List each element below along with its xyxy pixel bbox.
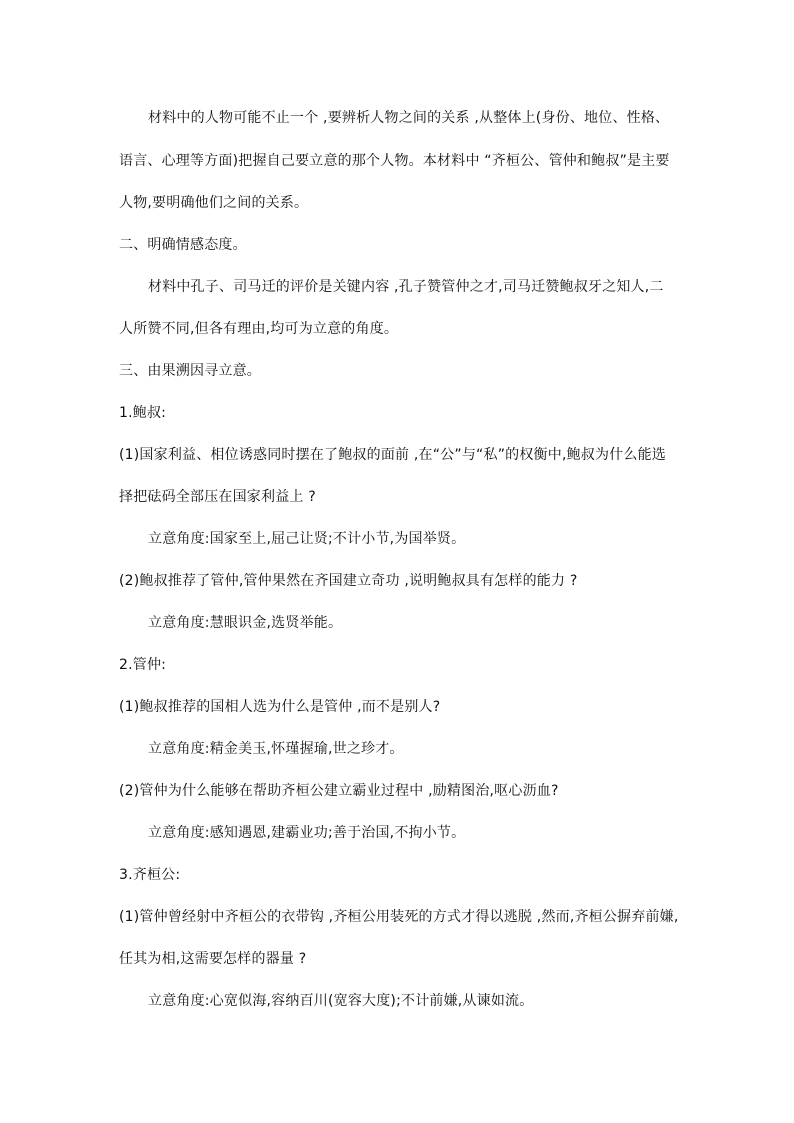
- section-heading: 三、由果溯因寻立意。: [119, 363, 261, 379]
- answer-line: 立意角度:感知遇恩,建霸业功;善于治国,不拘小节。: [148, 825, 466, 841]
- answer-line: 立意角度:国家至上,屈己让贤;不计小节,为国举贤。: [148, 531, 466, 547]
- text-line: 材料中的人物可能不止一个 ,要辨析人物之间的关系 ,从整体上(身份、地位、性格、: [148, 110, 670, 126]
- answer-line: 立意角度:精金美玉,怀瑾握瑜,世之珍才。: [148, 741, 404, 757]
- question-line: (1)管仲曾经射中齐桓公的衣带钩 ,齐桓公用装死的方式才得以逃脱 ,然而,齐桓公摒弃前嫌,: [119, 909, 679, 925]
- question-line: (1)国家利益、相位诱惑同时摆在了鲍叔的面前 ,在“公”与“私”的权衡中,鲍叔为什么能选: [119, 447, 666, 463]
- question-line: (2)管仲为什么能够在帮助齐桓公建立霸业过程中 ,励精图治,呕心沥血?: [119, 783, 559, 799]
- subsection-heading: 3.齐桓公:: [119, 867, 181, 883]
- answer-line: 立意角度:慧眼识金,选贤举能。: [148, 615, 343, 631]
- question-line: (1)鲍叔推荐的国相人选为什么是管仲 ,而不是别人?: [119, 699, 441, 715]
- text-line: 人物,要明确他们之间的关系。: [119, 195, 309, 211]
- question-line: (2)鲍叔推荐了管仲,管仲果然在齐国建立奇功 ,说明鲍叔具有怎样的能力 ?: [119, 573, 578, 589]
- section-heading: 二、明确情感态度。: [119, 237, 247, 253]
- question-line: 任其为相,这需要怎样的器量 ?: [119, 951, 307, 967]
- subsection-heading: 1.鲍叔:: [119, 405, 167, 421]
- text-line: 材料中孔子、司马迁的评价是关键内容 ,孔子赞管仲之才,司马迁赞鲍叔牙之知人,二: [148, 279, 664, 295]
- text-line: 语言、心理等方面)把握自己要立意的那个人物。本材料中 “齐桓公、管仲和鲍叔”是主要: [119, 153, 670, 169]
- subsection-heading: 2.管仲:: [119, 657, 167, 673]
- answer-line: 立意角度:心宽似海,容纳百川(宽容大度);不计前嫌,从谏如流。: [148, 993, 534, 1009]
- text-line: 人所赞不同,但各有理由,均可为立意的角度。: [119, 321, 399, 337]
- question-line: 择把砝码全部压在国家利益上 ?: [119, 489, 316, 505]
